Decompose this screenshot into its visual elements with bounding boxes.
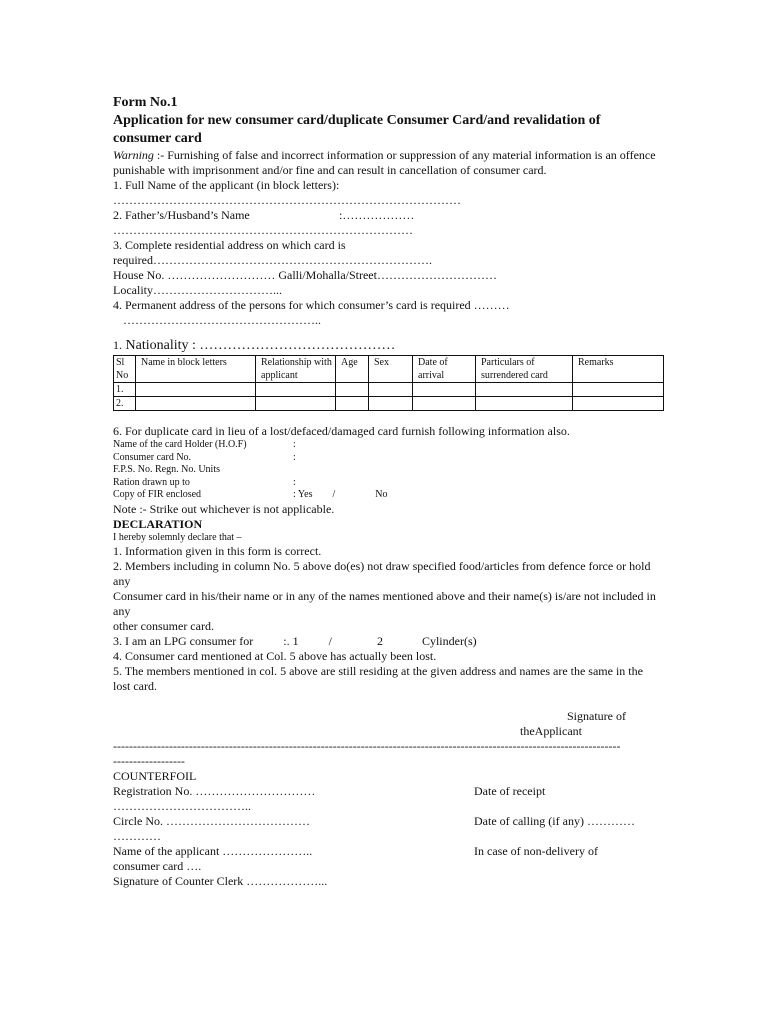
declaration-item-2b: Consumer card in his/their name or in any of the names mentioned above and their name(s) is/are not included in any xyxy=(113,589,656,618)
divider-line: ------------------------------------------------------------------------------------------------------------------------------- xyxy=(113,739,621,753)
counter-clerk-signature: Signature of Counter Clerk ………………... xyxy=(113,874,328,888)
table-cell xyxy=(256,397,336,411)
s6-value: : xyxy=(293,451,296,463)
nationality-number: 1. xyxy=(113,338,122,352)
table-header: Sl No xyxy=(114,356,136,383)
q3-line: required……………………………………………………………. xyxy=(113,253,432,267)
declaration-item-5: 5. The members mentioned in col. 5 above are still residing at the given address and names are the same in the lost card. xyxy=(113,664,643,693)
table-header: Age xyxy=(336,356,369,383)
table-cell xyxy=(573,397,664,411)
non-delivery: In case of non-delivery of xyxy=(474,844,598,858)
s6-label: Consumer card No. xyxy=(113,451,192,463)
s6-row xyxy=(113,452,658,465)
table-cell xyxy=(476,397,573,411)
q2-row xyxy=(113,208,658,223)
table-cell xyxy=(256,383,336,397)
s6-label: F.P.S. No. Regn. No. Units xyxy=(113,464,220,475)
q2-line: ………………………………………………………………… xyxy=(113,223,413,237)
table-header: Remarks xyxy=(573,356,664,383)
table-row xyxy=(114,397,664,411)
declaration-item-2a: 2. Members including in column No. 5 above do(es) not draw specified food/articles from defence force or hold any xyxy=(113,559,651,588)
circle-no: Circle No. ……………………………… xyxy=(113,814,310,828)
table-cell xyxy=(369,397,413,411)
declaration-item-3: 3. I am an LPG consumer for :. 1 / 2 Cylinder(s) xyxy=(113,634,477,648)
s6-value: : Yes / No xyxy=(293,489,388,500)
registration-no-cont: …………………………….. xyxy=(113,799,251,813)
s6-label: Copy of FIR enclosed xyxy=(113,489,202,500)
table-cell xyxy=(573,383,664,397)
s6-label: Ration drawn up to xyxy=(113,476,190,488)
declaration-intro: I hereby solemnly declare that – xyxy=(113,531,242,543)
declaration-item-2c: other consumer card. xyxy=(113,619,214,633)
table-header: Sex xyxy=(369,356,413,383)
table-header: Particulars of surrendered card xyxy=(476,356,573,383)
note: Note :- Strike out whichever is not applicable. xyxy=(113,501,335,516)
table-cell xyxy=(413,383,476,397)
q1-label: 1. Full Name of the applicant (in block letters): xyxy=(113,178,340,192)
warning-paragraph xyxy=(113,148,658,178)
s6-value: : xyxy=(293,476,296,488)
consumer-card: consumer card …. xyxy=(113,859,202,873)
divider-line-cont: ------------------ xyxy=(113,754,185,768)
form-title: Application for new consumer card/duplicate Consumer Card/and revalidation of consumer card xyxy=(113,113,601,146)
q1-dots: …………………………………………………………………………… xyxy=(113,193,461,207)
section-6-fields xyxy=(113,439,658,502)
declaration-item-1: 1. Information given in this form is correct. xyxy=(113,544,322,558)
warning-label: Warning xyxy=(113,148,154,162)
signature-line-1: Signature of xyxy=(567,709,626,723)
declaration-heading: DECLARATION xyxy=(113,516,203,531)
registration-no: Registration No. ………………………… xyxy=(113,784,316,798)
counterfoil-row xyxy=(113,844,658,859)
table-cell xyxy=(336,397,369,411)
table-row xyxy=(114,383,664,397)
table-header: Relationship with applicant xyxy=(256,356,336,383)
table-cell xyxy=(369,383,413,397)
q4-label: 4. Permanent address of the persons for which consumer’s card is required ……… xyxy=(113,298,510,312)
table-header-row xyxy=(114,356,664,383)
q3-label: 3. Complete residential address on which card is xyxy=(113,238,346,252)
s6-row xyxy=(113,464,658,477)
s6-label: Name of the card Holder (H.O.F) xyxy=(113,439,247,450)
signature-line-2: theApplicant xyxy=(520,724,582,738)
table-cell xyxy=(136,383,256,397)
table-cell: 2. xyxy=(114,397,136,411)
date-of-calling: Date of calling (if any) ………… xyxy=(474,814,635,828)
counterfoil-row xyxy=(113,784,658,799)
form-number: Form No.1 xyxy=(113,95,178,110)
q3-house: House No. ……………………… Galli/Mohalla/Street………………………… xyxy=(113,268,497,282)
form-content xyxy=(113,94,658,889)
counterfoil-row xyxy=(113,814,658,829)
q4-line: ………………………………………….. xyxy=(123,313,321,327)
applicant-name: Name of the applicant ………………….. xyxy=(113,844,313,858)
counterfoil-heading: COUNTERFOIL xyxy=(113,769,197,783)
q3-locality: Locality…………………………... xyxy=(113,283,282,297)
date-of-calling-cont: ………… xyxy=(113,829,161,843)
warning-text: :- Furnishing of false and incorrect information or suppression of any material information is an offence punishable with imprisonment and/or fine and can result in cancellation of consumer card. xyxy=(113,148,656,177)
s6-row xyxy=(113,489,658,502)
table-cell xyxy=(476,383,573,397)
s6-value: : xyxy=(293,439,296,450)
section-6-heading: 6. For duplicate card in lieu of a lost/defaced/damaged card furnish following information also. xyxy=(113,424,570,438)
table-cell xyxy=(136,397,256,411)
table-cell xyxy=(413,397,476,411)
nationality-text: Nationality : …………………………………… xyxy=(125,338,396,353)
table-cell xyxy=(336,383,369,397)
s6-row xyxy=(113,439,658,452)
table-header: Date of arrival xyxy=(413,356,476,383)
date-of-receipt: Date of receipt xyxy=(474,784,546,798)
family-members-table xyxy=(113,355,664,411)
table-cell: 1. xyxy=(114,383,136,397)
q2-dots: :……………… xyxy=(339,208,415,222)
declaration-item-4: 4. Consumer card mentioned at Col. 5 above has actually been lost. xyxy=(113,649,437,663)
q2-label: 2. Father’s/Husband’s Name xyxy=(113,208,250,222)
table-header: Name in block letters xyxy=(136,356,256,383)
s6-row xyxy=(113,477,658,490)
nationality-row xyxy=(113,336,658,355)
